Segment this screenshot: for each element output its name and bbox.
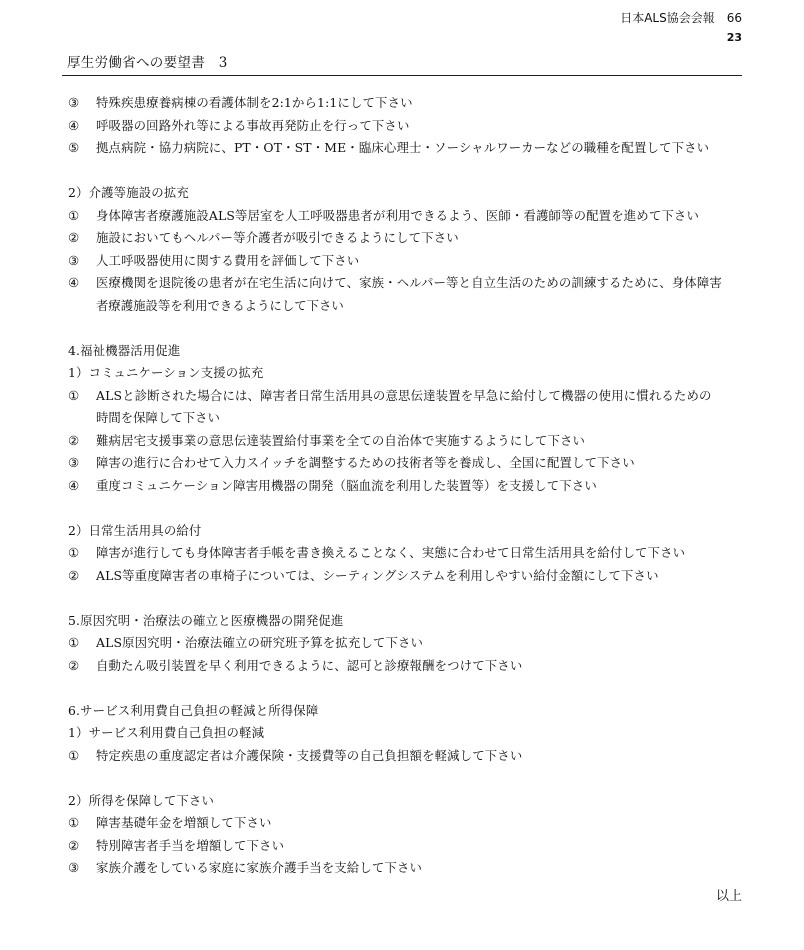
- item-text: ALSと診断された場合には、障害者日常生活用具の意思伝達装置を早急に給付して機器の使用に慣れるための: [96, 387, 712, 403]
- document-body: [68, 92, 758, 880]
- item-number: ②: [68, 567, 80, 583]
- document-title: 厚生労働省への要望書 3: [67, 55, 228, 71]
- item-number: ①: [68, 635, 80, 650]
- section-spacer: [68, 497, 758, 520]
- item-text: 特殊疾患療養病棟の看護体制を2:1から1:1にして下さい: [96, 95, 413, 110]
- item-text: 障害が進行しても身体障害者手帳を書き換えることなく、実態に合わせて日常生活用具を給付して下さい: [96, 545, 686, 560]
- list-item: [68, 857, 758, 880]
- item-text: 重度コミュニケーション障害用機器の開発（脳血流を利用した装置等）を支援して下さい: [96, 477, 597, 493]
- section-spacer: [68, 317, 758, 340]
- item-number: ⑤: [68, 140, 80, 155]
- list-item: [68, 385, 758, 408]
- list-item: [68, 227, 758, 250]
- section-heading: 2）日常生活用具の給付: [68, 522, 202, 538]
- page-header: [620, 9, 742, 47]
- item-text: 呼吸器の回路外れ等による事故再発防止を行って下さい: [96, 117, 410, 133]
- list-item: [68, 542, 758, 565]
- list-item: [68, 430, 758, 453]
- item-number: ④: [68, 275, 80, 290]
- section-spacer: [68, 767, 758, 790]
- item-number: ①: [68, 207, 80, 223]
- list-item: [68, 115, 758, 138]
- item-number: ④: [68, 117, 80, 133]
- item-number: ①: [68, 545, 80, 560]
- item-text: 特定疾患の重度認定者は介護保険・支援費等の自己負担額を軽減して下さい: [96, 747, 523, 763]
- section-spacer: [68, 677, 758, 700]
- section-subheading: 1）コミュニケーション支援の拡充: [68, 365, 264, 380]
- section-heading: 6.サービス利用費自己負担の軽減と所得保障: [68, 702, 319, 718]
- list-item: [68, 655, 758, 678]
- page-number: 23: [726, 31, 742, 44]
- item-text: 身体障害者療護施設ALS等居室を人工呼吸器患者が利用できるよう、医師・看護師等の配置を進めて下さい: [96, 207, 699, 223]
- item-text: ALS等重度障害者の車椅子については、シーティングシステムを利用しやすい給付金額にして下さい: [96, 567, 659, 583]
- list-item: [68, 475, 758, 498]
- item-number: ③: [68, 860, 80, 875]
- section-spacer: [68, 587, 758, 610]
- item-number: ②: [68, 432, 80, 448]
- item-number: ②: [68, 230, 80, 245]
- list-item: [68, 205, 758, 228]
- section-heading: 2）所得を保障して下さい: [68, 792, 214, 808]
- item-number: ③: [68, 95, 80, 110]
- list-item: [68, 745, 758, 768]
- item-text: 障害の進行に合わせて入力スイッチを調整するための技術者等を養成し、全国に配置して下さい: [96, 455, 635, 470]
- item-number: ④: [68, 477, 80, 493]
- list-item: [68, 565, 758, 588]
- section-heading: 4.福祉機器活用促進: [68, 342, 181, 358]
- section-subheading: 1）サービス利用費自己負担の軽減: [68, 725, 265, 740]
- item-number: ①: [68, 815, 80, 830]
- item-text: 家族介護をしている家庭に家族介護手当を支給して下さい: [96, 860, 423, 875]
- item-text: 施設においてもヘルパー等介護者が吸引できるようにして下さい: [96, 230, 459, 245]
- item-number: ③: [68, 455, 80, 470]
- item-number: ②: [68, 837, 80, 853]
- list-item: [68, 92, 758, 115]
- section-heading: 5.原因究明・治療法の確立と医療機器の開発促進: [68, 612, 344, 628]
- list-item: [68, 137, 758, 160]
- item-text: 障害基礎年金を増額して下さい: [96, 815, 272, 830]
- item-text: 拠点病院・協力病院に、PT・OT・ST・ME・臨床心理士・ソーシャルワーカーなどの職種を配置して下さい: [96, 140, 710, 155]
- closing-mark: 以上: [715, 889, 742, 904]
- list-item: [68, 835, 758, 858]
- item-text: 人工呼吸器使用に関する費用を評価して下さい: [96, 252, 360, 268]
- item-text: 難病居宅支援事業の意思伝達装置給付事業を全ての自治体で実施するようにして下さい: [96, 432, 586, 448]
- item-number: ③: [68, 252, 80, 268]
- publication-name: 日本ALS協会会報 66: [620, 11, 742, 25]
- item-text-continuation: 者療護施設等を利用できるようにして下さい: [96, 297, 344, 313]
- item-number: ①: [68, 747, 80, 763]
- section-heading: 2）介護等施設の拡充: [68, 185, 189, 200]
- item-text: ALS原因究明・治療法確立の研究班予算を拡充して下さい: [96, 635, 424, 650]
- item-text: 自動たん吸引装置を早く利用できるように、認可と診療報酬をつけて下さい: [96, 657, 523, 673]
- list-item: [68, 812, 758, 835]
- item-number: ②: [68, 657, 80, 673]
- item-number: ①: [68, 387, 80, 403]
- title-divider: [62, 75, 742, 76]
- list-item: [68, 452, 758, 475]
- item-text: 医療機関を退院後の患者が在宅生活に向けて、家族・ヘルパー等と自立生活のための訓練するために、身体障害: [96, 275, 722, 290]
- list-item: [68, 250, 758, 273]
- section-spacer: [68, 160, 758, 183]
- item-text-continuation: 時間を保障して下さい: [96, 410, 220, 425]
- list-item: [68, 632, 758, 655]
- item-text: 特別障害者手当を増額して下さい: [96, 837, 285, 853]
- list-item: [68, 272, 758, 295]
